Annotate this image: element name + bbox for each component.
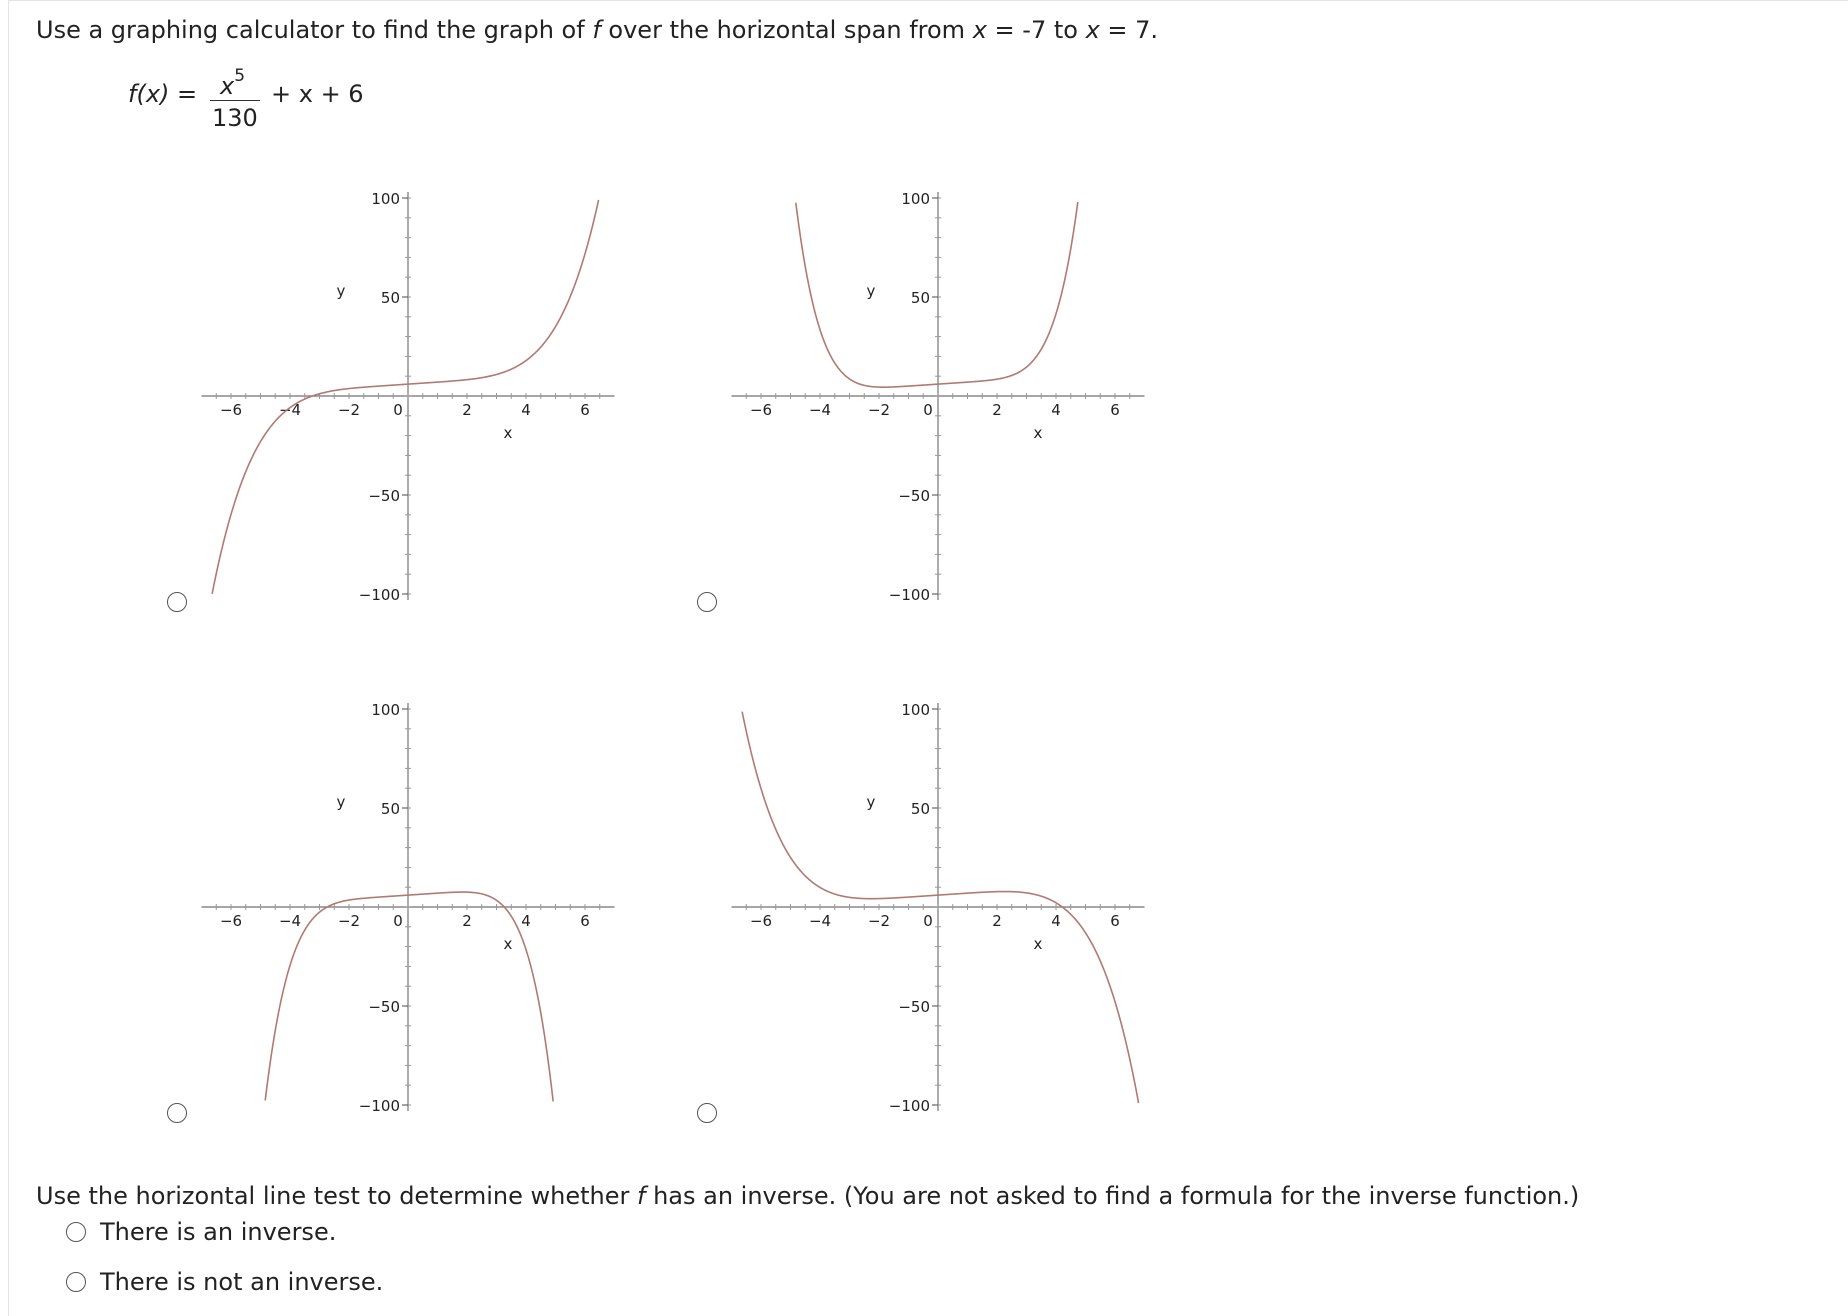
question-var-x2: x bbox=[1085, 16, 1100, 44]
y-tick-label: 50 bbox=[380, 800, 400, 818]
y-tick-label: 100 bbox=[901, 190, 930, 208]
question-eq1: = -7 to bbox=[994, 16, 1078, 44]
x-tick-label: 2 bbox=[462, 401, 472, 419]
graph-4-svg bbox=[726, 697, 1156, 1117]
choice-inverse-radio[interactable] bbox=[66, 1222, 86, 1242]
y-tick-label: 50 bbox=[380, 289, 400, 307]
graph-option-3 bbox=[196, 697, 626, 1117]
y-axis-label: y bbox=[866, 282, 876, 300]
y-tick-label: −100 bbox=[358, 1097, 400, 1115]
x-tick-label: 0 bbox=[923, 401, 933, 419]
x-tick-label: −2 bbox=[337, 912, 361, 930]
choice-no-inverse-radio[interactable] bbox=[66, 1272, 86, 1292]
x-tick-label: −2 bbox=[867, 401, 891, 419]
y-tick-label: −50 bbox=[368, 487, 400, 505]
formula-rest: + x + 6 bbox=[271, 80, 364, 108]
y-tick-label: −100 bbox=[358, 586, 400, 604]
question2-suffix: has an inverse. (You are not asked to find a formula for the inverse function.) bbox=[653, 1182, 1580, 1210]
x-tick-label: 2 bbox=[992, 401, 1002, 419]
x-tick-label: 6 bbox=[580, 401, 590, 419]
x-tick-label: 0 bbox=[393, 401, 403, 419]
x-axis-label: x bbox=[1033, 935, 1043, 953]
y-axis-label: y bbox=[866, 793, 876, 811]
x-tick-label: 2 bbox=[462, 912, 472, 930]
question-text bbox=[36, 16, 1158, 44]
question-middle: over the horizontal span from bbox=[608, 16, 966, 44]
x-tick-label: −6 bbox=[219, 912, 243, 930]
graph-2-svg bbox=[726, 186, 1156, 606]
function-curve bbox=[796, 202, 1078, 387]
x-tick-label: −4 bbox=[278, 401, 302, 419]
graph-option-1-radio[interactable] bbox=[167, 592, 187, 612]
x-tick-label: −6 bbox=[219, 401, 243, 419]
formula-num-base: x bbox=[220, 72, 235, 100]
question2-var-f: f bbox=[636, 1182, 646, 1210]
graph-option-1 bbox=[196, 186, 626, 606]
function-curve bbox=[265, 892, 553, 1101]
y-tick-label: −50 bbox=[368, 998, 400, 1016]
fraction-bar bbox=[210, 100, 260, 101]
question-eq2: = 7. bbox=[1107, 16, 1159, 44]
y-tick-label: 100 bbox=[371, 701, 400, 719]
y-tick-label: −50 bbox=[898, 487, 930, 505]
x-tick-label: −2 bbox=[337, 401, 361, 419]
x-tick-label: −2 bbox=[867, 912, 891, 930]
y-tick-label: −100 bbox=[888, 1097, 930, 1115]
question-var-f: f bbox=[592, 16, 601, 44]
x-tick-label: −6 bbox=[749, 401, 773, 419]
question2-prefix: Use the horizontal line test to determine whether bbox=[36, 1182, 630, 1210]
graph-3-svg bbox=[196, 697, 626, 1117]
x-axis-label: x bbox=[503, 935, 513, 953]
x-tick-label: 6 bbox=[1110, 401, 1120, 419]
x-axis-label: x bbox=[503, 424, 513, 442]
graph-option-2-radio[interactable] bbox=[697, 592, 717, 612]
x-tick-label: −4 bbox=[808, 912, 832, 930]
x-tick-label: 4 bbox=[521, 401, 531, 419]
top-border bbox=[8, 0, 1848, 1]
y-tick-label: 100 bbox=[371, 190, 400, 208]
question-prefix: Use a graphing calculator to find the graph of bbox=[36, 16, 585, 44]
horizontal-line-test-question bbox=[36, 1182, 1579, 1210]
choice-no-inverse-label: There is not an inverse. bbox=[100, 1268, 384, 1296]
x-tick-label: 0 bbox=[923, 912, 933, 930]
y-tick-label: −100 bbox=[888, 586, 930, 604]
formula-num-exponent: 5 bbox=[234, 66, 246, 86]
y-tick-label: −50 bbox=[898, 998, 930, 1016]
y-tick-label: 100 bbox=[901, 701, 930, 719]
choice-inverse-label: There is an inverse. bbox=[100, 1218, 337, 1246]
formula-numerator bbox=[220, 66, 246, 100]
graph-option-4-radio[interactable] bbox=[697, 1103, 717, 1123]
formula-denominator: 130 bbox=[212, 104, 258, 132]
left-border bbox=[8, 0, 9, 1316]
x-tick-label: −4 bbox=[808, 401, 832, 419]
x-axis-label: x bbox=[1033, 424, 1043, 442]
y-axis-label: y bbox=[336, 793, 346, 811]
formula-lhs: f(x) = bbox=[128, 80, 198, 108]
question-var-x1: x bbox=[972, 16, 987, 44]
graph-option-2 bbox=[726, 186, 1156, 606]
y-tick-label: 50 bbox=[910, 289, 930, 307]
graph-option-4 bbox=[726, 697, 1156, 1117]
x-tick-label: −6 bbox=[749, 912, 773, 930]
x-tick-label: 4 bbox=[1051, 401, 1061, 419]
x-tick-label: 4 bbox=[1051, 912, 1061, 930]
x-tick-label: 2 bbox=[992, 912, 1002, 930]
x-tick-label: 0 bbox=[393, 912, 403, 930]
x-tick-label: 6 bbox=[1110, 912, 1120, 930]
y-axis-label: y bbox=[336, 282, 346, 300]
function-formula bbox=[128, 62, 388, 132]
y-tick-label: 50 bbox=[910, 800, 930, 818]
x-tick-label: 4 bbox=[521, 912, 531, 930]
graph-1-svg bbox=[196, 186, 626, 606]
graph-option-3-radio[interactable] bbox=[167, 1103, 187, 1123]
x-tick-label: 6 bbox=[580, 912, 590, 930]
x-tick-label: −4 bbox=[278, 912, 302, 930]
